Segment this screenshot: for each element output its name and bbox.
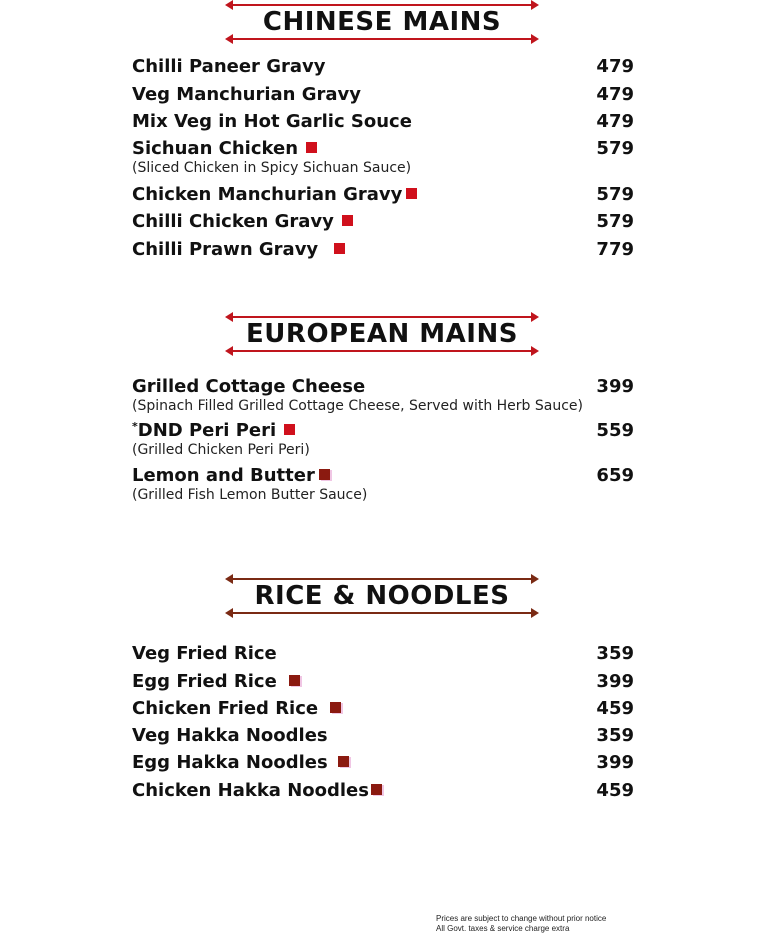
section-title: EUROPEAN MAINS bbox=[246, 319, 518, 349]
menu-item bbox=[132, 643, 634, 664]
footer-line: Prices are subject to change without prior notice bbox=[436, 914, 607, 923]
item-price: 479 bbox=[596, 56, 634, 77]
item-name: Grilled Cottage Cheese bbox=[132, 376, 366, 397]
item-price: 659 bbox=[596, 465, 634, 486]
menu-item bbox=[132, 752, 634, 773]
non-veg-icon bbox=[338, 756, 349, 767]
item-description: (Sliced Chicken in Spicy Sichuan Sauce) bbox=[132, 160, 412, 176]
menu-item bbox=[132, 211, 634, 232]
star-mark: * bbox=[132, 420, 138, 433]
item-name: Chilli Prawn Gravy bbox=[132, 239, 319, 260]
item-price: 399 bbox=[596, 376, 634, 397]
item-name: Chicken Hakka Noodles bbox=[132, 780, 369, 801]
menu-item bbox=[132, 780, 634, 801]
section-header-rice-noodles bbox=[226, 578, 538, 614]
item-name: Egg Hakka Noodles bbox=[132, 752, 328, 773]
non-veg-icon bbox=[284, 424, 295, 435]
item-price: 559 bbox=[596, 420, 634, 441]
divider-arrow bbox=[232, 350, 532, 352]
item-price: 459 bbox=[596, 698, 634, 719]
item-name: Egg Fried Rice bbox=[132, 671, 277, 692]
non-veg-icon bbox=[371, 784, 382, 795]
non-veg-icon bbox=[342, 215, 353, 226]
menu-item bbox=[132, 725, 634, 746]
non-veg-icon bbox=[330, 702, 341, 713]
menu-item bbox=[132, 56, 634, 77]
menu-item bbox=[132, 239, 634, 260]
non-veg-icon bbox=[306, 142, 317, 153]
divider-arrow bbox=[232, 38, 532, 40]
item-price: 579 bbox=[596, 184, 634, 205]
section-header-european-mains bbox=[226, 316, 538, 352]
item-price: 479 bbox=[596, 84, 634, 105]
divider-arrow bbox=[232, 316, 532, 318]
item-price: 359 bbox=[596, 725, 634, 746]
item-name: Mix Veg in Hot Garlic Souce bbox=[132, 111, 412, 132]
item-name: Veg Manchurian Gravy bbox=[132, 84, 362, 105]
section-title: CHINESE MAINS bbox=[262, 7, 502, 37]
section-header-chinese-mains bbox=[226, 4, 538, 40]
item-price: 579 bbox=[596, 138, 634, 159]
menu-item bbox=[132, 698, 634, 719]
item-name: Chicken Fried Rice bbox=[132, 698, 319, 719]
section-title: RICE & NOODLES bbox=[254, 581, 510, 611]
menu-item bbox=[132, 111, 634, 132]
divider-arrow bbox=[232, 578, 532, 580]
item-name: Lemon and Butter bbox=[132, 465, 315, 486]
footer-line: All Govt. taxes & service charge extra bbox=[436, 924, 570, 933]
divider-arrow bbox=[232, 612, 532, 614]
item-description: (Grilled Fish Lemon Butter Sauce) bbox=[132, 487, 368, 503]
item-price: 359 bbox=[596, 643, 634, 664]
item-name: Chilli Paneer Gravy bbox=[132, 56, 326, 77]
menu-item bbox=[132, 138, 634, 176]
item-price: 479 bbox=[596, 111, 634, 132]
item-name: Veg Fried Rice bbox=[132, 643, 277, 664]
menu-item bbox=[132, 184, 634, 205]
non-veg-icon bbox=[406, 188, 417, 199]
item-name: Veg Hakka Noodles bbox=[132, 725, 328, 746]
item-description: (Grilled Chicken Peri Peri) bbox=[132, 442, 310, 458]
item-name: Chicken Manchurian Gravy bbox=[132, 184, 403, 205]
item-price: 399 bbox=[596, 671, 634, 692]
item-name: DND Peri Peri bbox=[137, 420, 277, 441]
divider-arrow bbox=[232, 4, 532, 6]
non-veg-icon bbox=[334, 243, 345, 254]
item-price: 399 bbox=[596, 752, 634, 773]
item-name: Sichuan Chicken bbox=[132, 138, 299, 159]
item-name: Chilli Chicken Gravy bbox=[132, 211, 334, 232]
item-price: 459 bbox=[596, 780, 634, 801]
item-price: 779 bbox=[596, 239, 634, 260]
menu-item bbox=[132, 376, 634, 414]
item-description: (Spinach Filled Grilled Cottage Cheese, Served with Herb Sauce) bbox=[132, 398, 583, 414]
non-veg-icon bbox=[289, 675, 300, 686]
menu-item bbox=[132, 465, 634, 503]
menu-item bbox=[132, 671, 634, 692]
menu-item bbox=[132, 84, 634, 105]
footer-note bbox=[436, 914, 606, 934]
menu-item bbox=[132, 420, 634, 458]
non-veg-icon bbox=[319, 469, 330, 480]
item-price: 579 bbox=[596, 211, 634, 232]
